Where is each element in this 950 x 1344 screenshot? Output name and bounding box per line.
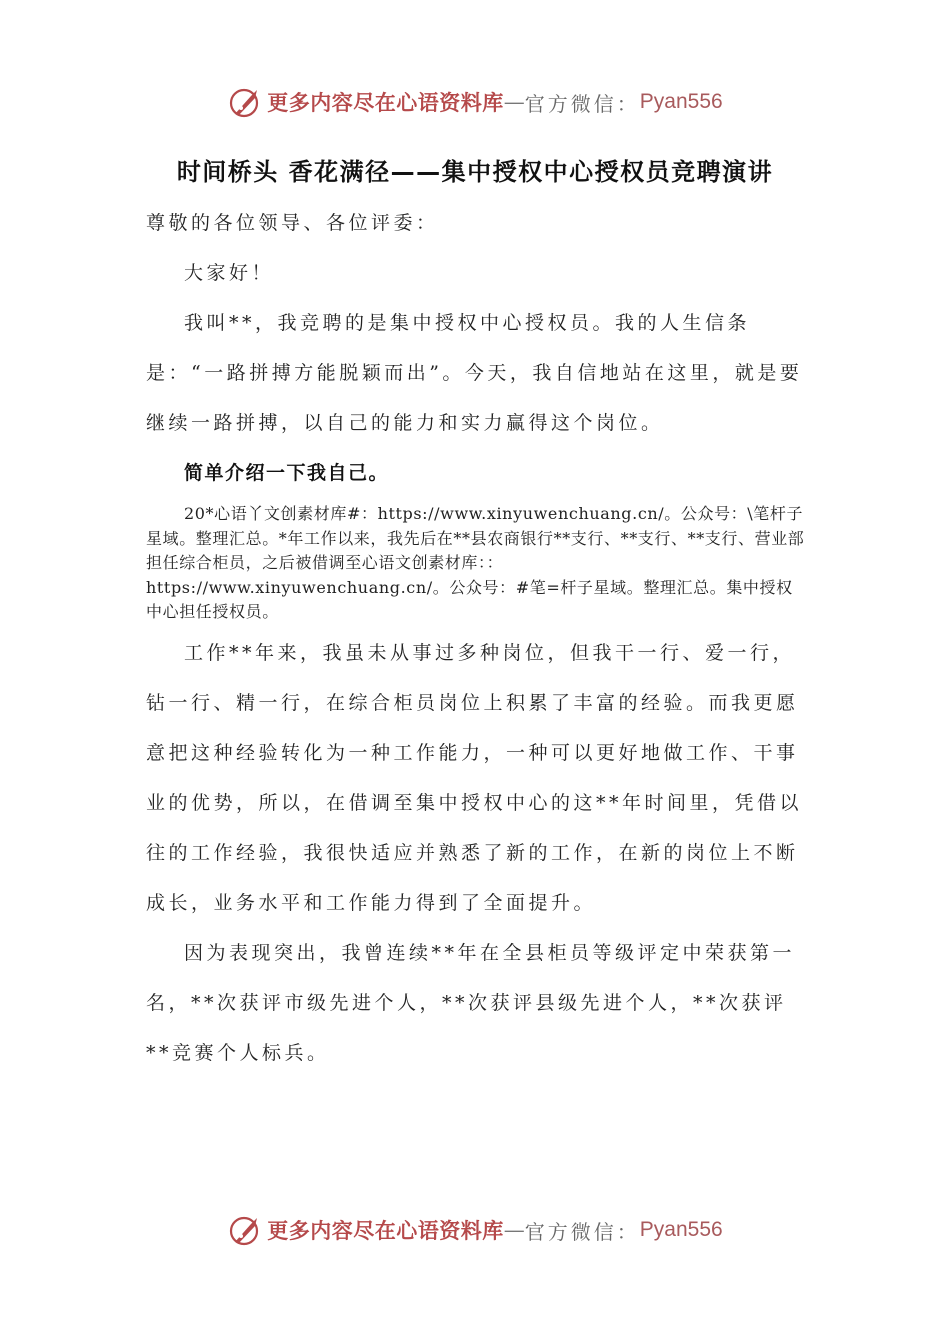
banner-text: 更多内容尽在心语资料库 xyxy=(267,90,504,115)
greeting: 大家好！ xyxy=(184,262,275,284)
document-title: 时间桥头 香花满径——集中授权中心授权员竞聘演讲 xyxy=(176,158,774,186)
body-section-3 xyxy=(146,628,806,1078)
body-section-1 xyxy=(146,198,806,498)
banner-separator: — xyxy=(503,1218,525,1242)
pen-nib-logo-icon xyxy=(227,1212,263,1248)
paragraph-awards: 因为表现突出，我曾连续**年在全县柜员等级评定中荣获第一名，**次获评市级先进个人，**次获评县级先进个人，**次获评**竞赛个人标兵。 xyxy=(146,942,796,1064)
paragraph-experience: 工作**年来，我虽未从事过多种岗位，但我干一行、爱一行，钻一行、精一行，在综合柜员岗位上积累了丰富的经验。而我更愿意把这种经验转化为一种工作能力，一种可以更好地做工作、干事业的优势，所以，在借调至集中授权中心的这**年时间里，凭借以往的工作经验，我很快适应并熟悉了新的工作，在新的岗位上不断成长，业务水平和工作能力得到了全面提升。 xyxy=(146,642,803,914)
banner-text: 更多内容尽在心语资料库 xyxy=(267,1218,504,1243)
footer-banner xyxy=(0,1210,950,1250)
banner-wechat-id: Pyan556 xyxy=(639,90,723,113)
header-banner xyxy=(0,82,950,122)
paragraph-intro: 我叫**，我竞聘的是集中授权中心授权员。我的人生信条是：“一路拼搏方能脱颖而出”。今天，我自信地站在这里，就是要继续一路拼搏，以自己的能力和实力赢得这个岗位。 xyxy=(146,312,803,434)
body-section-2 xyxy=(146,502,806,625)
banner-wechat-id: Pyan556 xyxy=(639,1218,723,1241)
pen-nib-logo-icon xyxy=(227,84,263,120)
banner-separator: — xyxy=(503,90,525,114)
salutation: 尊敬的各位领导、各位评委： xyxy=(146,212,439,234)
banner-wechat-label: 官方微信： xyxy=(524,1219,640,1244)
paragraph-background: 20*心语丫文创素材库#：https://www.xinyuwenchuang.cn/。公众号：\笔杆子星域。整理汇总。*年工作以来，我先后在**县农商银行**支行、**支行、**支行、营业部担任综合柜员，之后被借调至心语文创素材库：：https://www.xinyuwenchuang.cn/。公众号：#笔=杆子星域。整理汇总。集中授权中心担任授权员。 xyxy=(146,504,805,621)
banner-wechat-label: 官方微信： xyxy=(524,91,640,116)
section-heading: 简单介绍一下我自己。 xyxy=(184,462,390,484)
